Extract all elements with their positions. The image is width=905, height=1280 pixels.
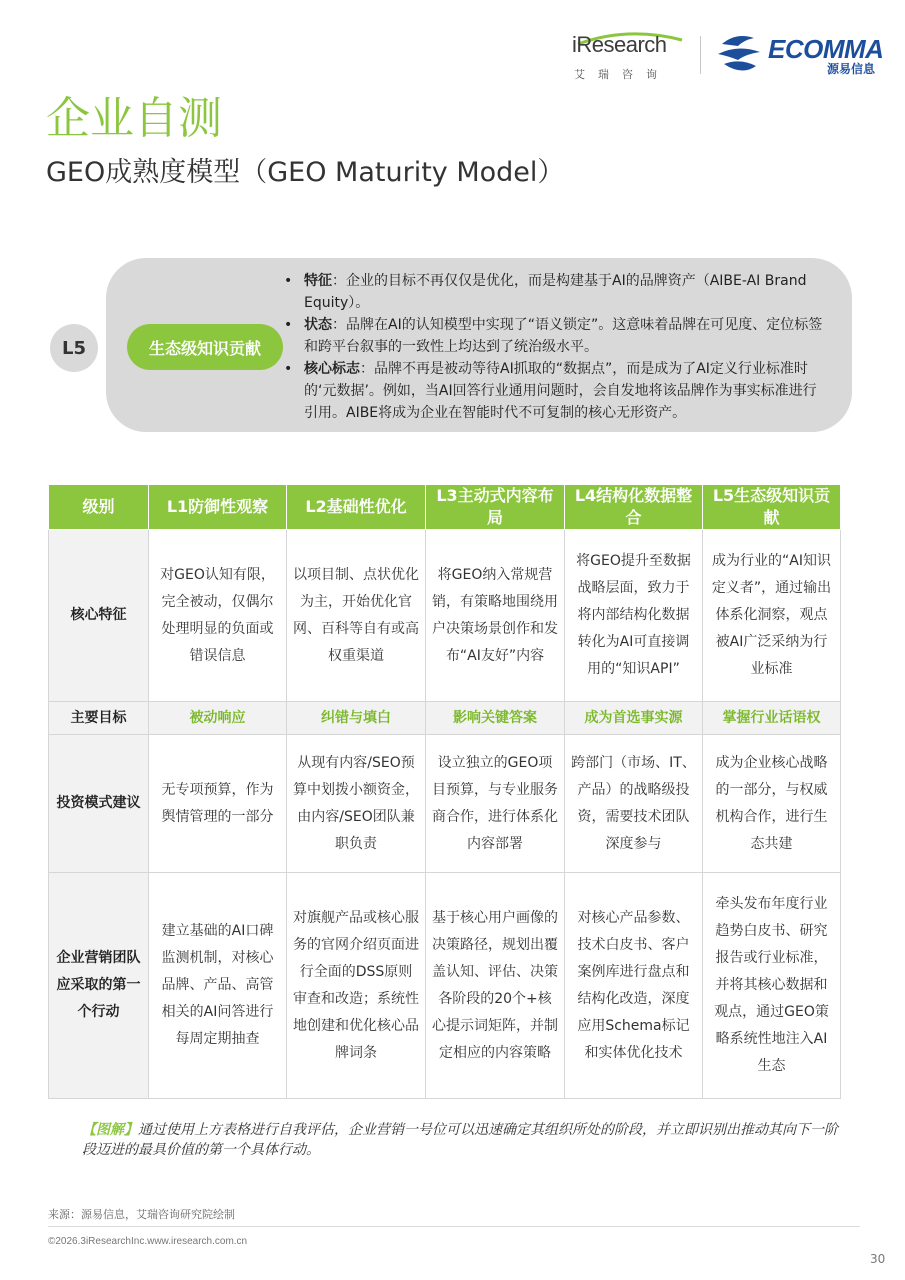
level-point bbox=[284, 358, 829, 424]
iresearch-logo bbox=[572, 30, 688, 82]
bullet-icon: • bbox=[284, 361, 293, 377]
logo-divider bbox=[700, 36, 701, 74]
table-row-investment-model bbox=[49, 735, 841, 873]
level-points-list bbox=[284, 270, 829, 424]
level-point-label: 状态 bbox=[304, 317, 332, 333]
column-header-l3: L3主动式内容布局 bbox=[426, 485, 565, 530]
table-cell: 以项目制、点状优化为主，开始优化官网、百科等自有或高权重渠道 bbox=[287, 530, 426, 702]
table-row-main-goal bbox=[49, 702, 841, 735]
ecomma-logo-text: ECOMMA bbox=[768, 34, 884, 64]
table-cell: 对GEO认知有限，完全被动，仅偶尔处理明显的负面或错误信息 bbox=[149, 530, 287, 702]
table-cell: 成为企业核心战略的一部分，与权威机构合作，进行生态共建 bbox=[703, 735, 841, 873]
table-cell: 无专项预算，作为舆情管理的一部分 bbox=[149, 735, 287, 873]
table-cell: 影响关键答案 bbox=[426, 702, 565, 735]
source-note: 来源：源易信息，艾瑞咨询研究院绘制 bbox=[48, 1208, 235, 1221]
level-point-label: 核心标志 bbox=[304, 361, 360, 377]
ecomma-swirl-icon bbox=[714, 28, 764, 78]
column-header-l5: L5生态级知识贡献 bbox=[703, 485, 841, 530]
page-title: 企业自测 bbox=[46, 93, 222, 144]
figure-caption bbox=[82, 1120, 842, 1160]
table-cell: 被动响应 bbox=[149, 702, 287, 735]
bullet-icon: • bbox=[284, 317, 293, 333]
ecomma-logo bbox=[712, 28, 887, 78]
table-cell: 跨部门（市场、IT、产品）的战略级投资，需要技术团队深度参与 bbox=[565, 735, 703, 873]
footer-divider bbox=[48, 1226, 860, 1227]
table-header-row bbox=[49, 485, 841, 530]
column-header-l4: L4结构化数据整合 bbox=[565, 485, 703, 530]
level-point-label: 特征 bbox=[304, 273, 332, 289]
table-cell: 纠错与填白 bbox=[287, 702, 426, 735]
row-header-core-features: 核心特征 bbox=[49, 530, 149, 702]
ecomma-logo-subtext: 源易信息 bbox=[827, 62, 876, 76]
column-header-level: 级别 bbox=[49, 485, 149, 530]
level-point-text: ：品牌在AI的认知模型中实现了“语义锁定”。这意味着品牌在可见度、定位标签和跨平台叙事的一致性上均达到了统治级水平。 bbox=[304, 317, 823, 355]
level-point bbox=[284, 270, 829, 314]
table-cell: 成为行业的“AI知识定义者”，通过输出体系化洞察，观点被AI广泛采纳为行业标准 bbox=[703, 530, 841, 702]
table-cell: 设立独立的GEO项目预算，与专业服务商合作，进行体系化内容部署 bbox=[426, 735, 565, 873]
caption-text: 通过使用上方表格进行自我评估，企业营销一号位可以迅速确定其组织所处的阶段，并立即识别出推动其向下一阶段迈进的最具价值的第一个具体行动。 bbox=[82, 1122, 838, 1158]
table-row-core-features bbox=[49, 530, 841, 702]
row-header-investment-model: 投资模式建议 bbox=[49, 735, 149, 873]
table-cell: 基于核心用户画像的决策路径，规划出覆盖认知、评估、决策各阶段的20个+核心提示词矩阵，并制定相应的内容策略 bbox=[426, 873, 565, 1099]
level-point-text: ：企业的目标不再仅仅是优化，而是构建基于AI的品牌资产（AIBE-AI Brand Equity）。 bbox=[304, 273, 807, 311]
copyright-text: ©2026.3iResearchInc.www.iresearch.com.cn bbox=[48, 1236, 248, 1247]
column-header-l2: L2基础性优化 bbox=[287, 485, 426, 530]
table-cell: 对核心产品参数、技术白皮书、客户案例库进行盘点和结构化改造，深度应用Schema标记和实体优化技术 bbox=[565, 873, 703, 1099]
column-header-l1: L1防御性观察 bbox=[149, 485, 287, 530]
table-cell: 掌握行业话语权 bbox=[703, 702, 841, 735]
maturity-table bbox=[48, 484, 841, 1099]
level-badge: L5 bbox=[50, 324, 98, 372]
table-cell: 对旗舰产品或核心服务的官网介绍页面进行全面的DSS原则审查和改造；系统性地创建和优化核心品牌词条 bbox=[287, 873, 426, 1099]
table-cell: 牵头发布年度行业趋势白皮书、研究报告或行业标准，并将其核心数据和观点，通过GEO策略系统性地注入AI生态 bbox=[703, 873, 841, 1099]
page-subtitle: GEO成熟度模型（GEO Maturity Model） bbox=[46, 157, 565, 188]
iresearch-logo-subtext: 艾瑞咨询 bbox=[574, 68, 670, 81]
table-cell: 建立基础的AI口碑监测机制，对核心品牌、产品、高管相关的AI问答进行每周定期抽查 bbox=[149, 873, 287, 1099]
iresearch-logo-text: iResearch bbox=[572, 32, 667, 57]
table-cell: 将GEO提升至数据战略层面，致力于将内部结构化数据转化为AI可直接调用的“知识API” bbox=[565, 530, 703, 702]
table-cell: 将GEO纳入常规营销，有策略地围绕用户决策场景创作和发布“AI友好”内容 bbox=[426, 530, 565, 702]
table-cell: 从现有内容/SEO预算中划拨小额资金，由内容/SEO团队兼职负责 bbox=[287, 735, 426, 873]
caption-tag: 【图解】 bbox=[82, 1122, 138, 1138]
bullet-icon: • bbox=[284, 273, 293, 289]
row-header-first-action: 企业营销团队应采取的第一个行动 bbox=[49, 873, 149, 1099]
level-point bbox=[284, 314, 829, 358]
level-point-text: ：品牌不再是被动等待AI抓取的“数据点”，而是成为了AI定义行业标准时的‘元数据’。例如，当AI回答行业通用问题时，会自发地将该品牌作为事实标准进行引用。AIBE将成为企业在智能时代不可复制的核心无形资产。 bbox=[304, 361, 817, 421]
table-cell: 成为首选事实源 bbox=[565, 702, 703, 735]
level-name-pill: 生态级知识贡献 bbox=[127, 324, 283, 370]
table-row-first-action bbox=[49, 873, 841, 1099]
row-header-main-goal: 主要目标 bbox=[49, 702, 149, 735]
page-number: 30 bbox=[870, 1252, 886, 1266]
